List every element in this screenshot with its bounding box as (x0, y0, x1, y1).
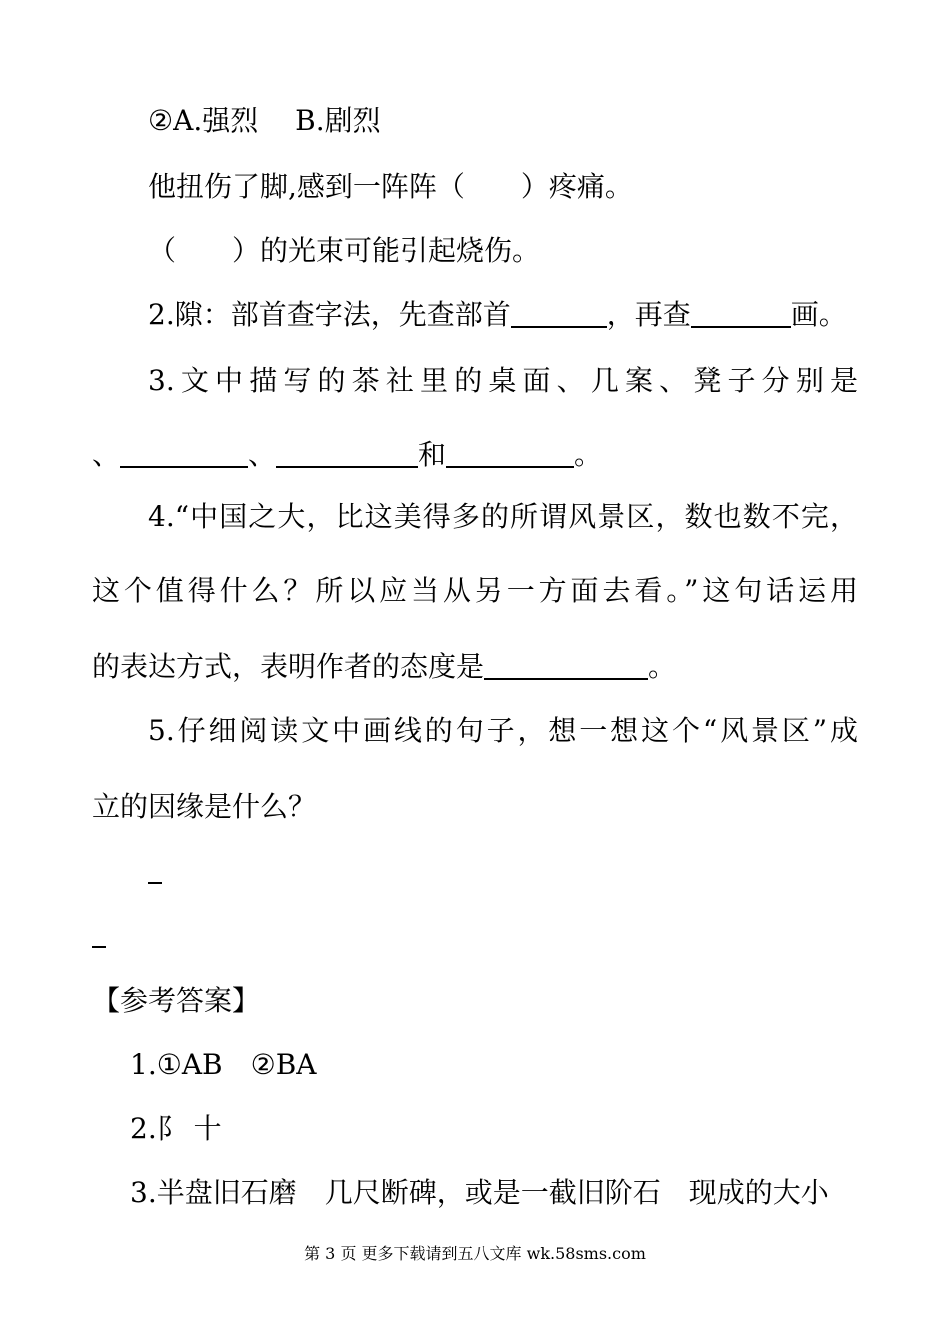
page-footer: 第 3 页 更多下载请到五八文库 wk.58sms.com (304, 1244, 646, 1263)
answer-blank[interactable] (484, 652, 648, 680)
answer-3: 3.半盘旧石磨 几尺断碑，或是一截旧阶石 现成的大小 (130, 1176, 829, 1209)
question-2-text-a: 2.隙：部首查字法，先查部首 (148, 298, 511, 331)
question-3-text-c: 和 (418, 438, 447, 471)
q1-sentence-1: 他扭伤了脚,感到一阵阵（ ）疼痛。 (148, 170, 633, 203)
question-5-line-1: 5.仔细阅读文中画线的句子，想一想这个“风景区”成 (148, 714, 858, 747)
answer-blank[interactable] (691, 300, 791, 328)
question-4-text-a: 的表达方式，表明作者的态度是 (92, 650, 485, 683)
answer-blank[interactable] (446, 440, 574, 468)
question-2 (148, 298, 847, 332)
answer-blank[interactable] (511, 300, 607, 328)
q1-sentence-2: （ ）的光束可能引起烧伤。 (148, 234, 541, 267)
question-3-text-d: 。 (574, 438, 603, 471)
answer-1: 1.①AB ②BA (130, 1048, 317, 1081)
question-4-line-1: 4.“中国之大，比这美得多的所谓风景区，数也数不完， (148, 500, 858, 533)
question-5-line-2: 立的因缘是什么？ (92, 790, 317, 823)
answer-line-mark (92, 946, 106, 948)
question-4-text-b: 。 (648, 650, 677, 683)
question-4-line-2: 这个值得什么？所以应当从另一方面去看。”这句话运用 (92, 574, 858, 607)
question-3: 3.文中描写的茶社里的桌面、几案、凳子分别是 (148, 364, 858, 397)
answers-heading: 【参考答案】 (92, 984, 261, 1017)
answer-blank[interactable] (276, 440, 418, 468)
answer-line-mark (148, 882, 162, 884)
answer-2: 2.阝 十 (130, 1112, 222, 1145)
question-3-blanks (92, 438, 602, 472)
answer-blank[interactable] (120, 440, 248, 468)
question-4-line-3 (92, 650, 676, 684)
question-3-text-a: 、 (92, 438, 121, 471)
question-2-text-b: ，再查 (606, 298, 691, 331)
question-2-text-c: 画。 (790, 298, 847, 331)
question-3-text-b: 、 (248, 438, 277, 471)
q1-option-line: ②A.强烈 B.剧烈 (148, 104, 381, 137)
